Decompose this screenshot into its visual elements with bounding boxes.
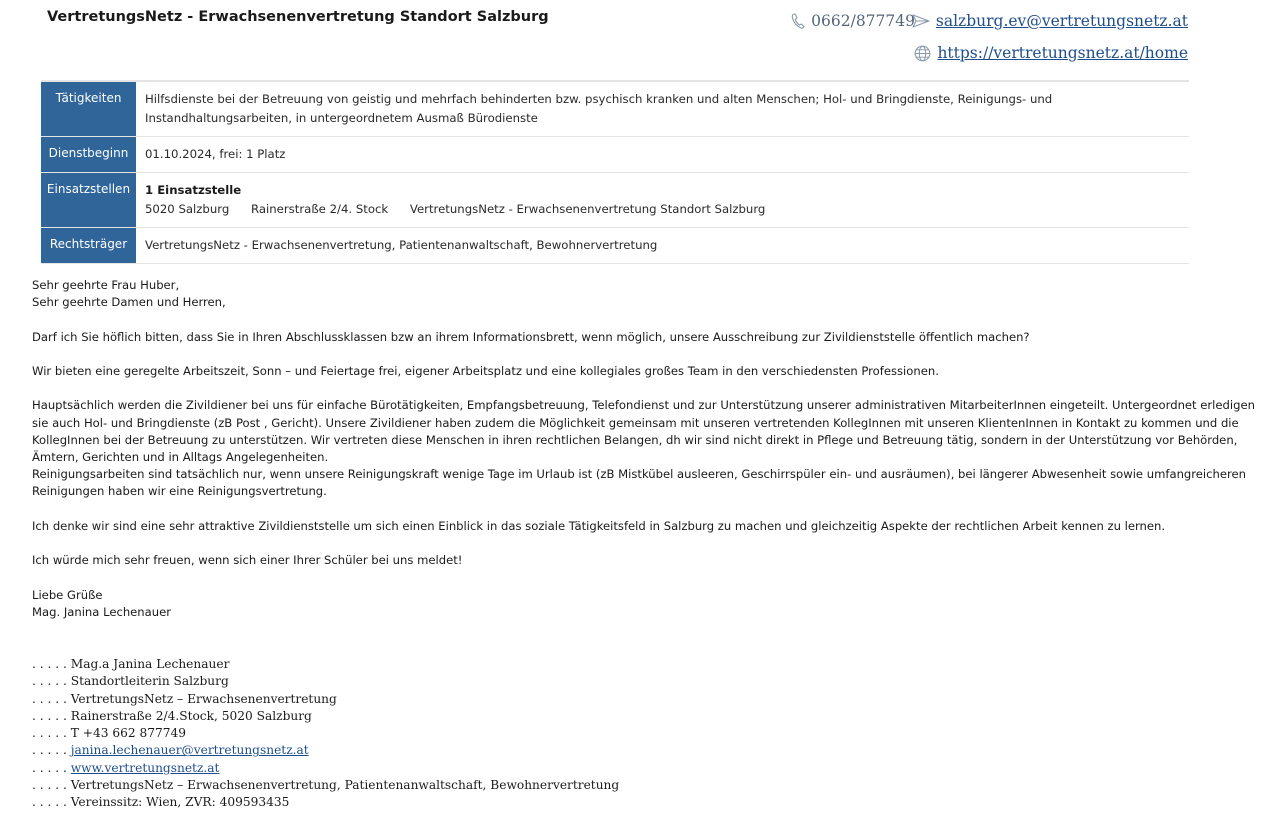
signature-line: [32, 760, 619, 777]
info-row-einsatzstellen: [41, 173, 1189, 228]
letter-paragraph: Wir bieten eine geregelte Arbeitszeit, Sonn – und Feiertage frei, eigener Arbeitsplatz und eine kollegiales großes Team in den verschiedensten Professionen.: [32, 363, 939, 378]
signature-org-full: VertretungsNetz – Erwachsenenvertretung, Patientenanwaltschaft, Bewohnervertretung: [70, 778, 620, 793]
signature-line: [32, 673, 619, 690]
info-table: [41, 80, 1189, 264]
signature-prefix: . . . . .: [32, 691, 71, 706]
signature-line: [32, 691, 619, 708]
signature-phone: T +43 662 877749: [70, 726, 187, 741]
signature-line: [32, 742, 619, 759]
signature-org: VertretungsNetz – Erwachsenenvertretung: [70, 691, 337, 706]
signature-prefix: . . . . .: [32, 674, 71, 689]
signature-prefix: . . . . .: [32, 743, 71, 758]
header-website[interactable]: [914, 44, 1188, 62]
header-phone[interactable]: [791, 12, 915, 30]
signature-prefix: . . . . .: [32, 726, 71, 741]
letter-paragraph: Ich würde mich sehr freuen, wenn sich einer Ihrer Schüler bei uns meldet!: [32, 553, 463, 568]
info-row-taetigkeiten: [41, 82, 1189, 137]
einsatzstelle-name: VertretungsNetz - Erwachsenenvertretung Standort Salzburg: [409, 202, 766, 216]
header-website-link[interactable]: https://vertretungsnetz.at/home: [937, 44, 1188, 62]
signature-prefix: . . . . .: [32, 778, 71, 793]
sender-name: Mag. Janina Lechenauer: [32, 604, 172, 619]
info-label: Rechtsträger: [41, 228, 136, 263]
einsatzstelle-city: 5020 Salzburg: [145, 202, 230, 216]
signature-line: [32, 794, 619, 811]
signature-line: [32, 777, 619, 794]
letter-paragraph-text: Reinigungsarbeiten sind tatsächlich nur, wenn unsere Reinigungskraft wenige Tage im Urlaub ist (zB Mistkübel ausleeren, Geschirrspüler ein- und ausräumen), bei längerer Abwesenheit sowie umfangreicheren Reinigungen haben wir eine Reinigungsvertretung.: [32, 467, 1246, 499]
greeting: [32, 277, 1264, 311]
info-row-rechtstraeger: [41, 228, 1189, 264]
signature-role: Standortleiterin Salzburg: [70, 674, 229, 689]
send-icon: [912, 14, 930, 28]
signature-prefix: . . . . .: [32, 795, 71, 810]
signature-website-link[interactable]: www.vertretungsnetz.at: [70, 760, 220, 775]
greeting-line: Sehr geehrte Damen und Herren,: [32, 295, 226, 310]
phone-icon: [791, 13, 805, 29]
closing-text: Liebe Grüße: [32, 587, 103, 602]
letter-paragraph: [32, 397, 1264, 500]
signature-prefix: . . . . .: [32, 760, 71, 775]
signature-prefix: . . . . .: [32, 708, 71, 723]
header-email[interactable]: [912, 12, 1188, 30]
signature-prefix: . . . . .: [32, 657, 71, 671]
signature-name: Mag.a Janina Lechenauer: [70, 657, 230, 671]
info-value: [136, 173, 1189, 227]
letter-paragraph-text: Hauptsächlich werden die Zivildiener bei uns für einfache Bürotätigkeiten, Empfangsbetreuung, Telefondienst und zur Unterstützung unserer administrativen MitarbeiterInnen eingeteilt. Untergeordnet erledigen sie auch Hol- und Bringdienste (zB Post , Gericht). Unsere Zivildiener haben zudem die Möglichkeit gemeinsam mit unseren vertretenden KollegInnen mit unseren KlientenInnen in Kontakt zu kommen und die KollegInnen bei der Betreuung zu unterstützen. Wir vertreten diese Menschen in ihren rechtlichen Belangen, dh wir sind nicht direkt in Pflege und Betreuung tätig, sondern in der Unterstützung vor Behörden, Ämtern, Gerichten und in Alltags Angelegenheiten.: [32, 398, 1255, 464]
signature-line: [32, 708, 619, 725]
info-label: Tätigkeiten: [41, 82, 136, 136]
letter-paragraph: Ich denke wir sind eine sehr attraktive Zivildienststelle um sich einen Einblick in das soziale Tätigkeitsfeld in Salzburg zu machen und gleichzeitig Aspekte der rechtlichen Arbeit kennen zu lernen.: [32, 518, 1166, 533]
header-phone-text: 0662/877749: [811, 12, 915, 30]
email-signature: [32, 656, 619, 812]
signature-line: [32, 656, 619, 673]
info-label: Einsatzstellen: [41, 173, 136, 227]
einsatzstelle-entry: [145, 200, 1180, 219]
header-email-link[interactable]: salzburg.ev@vertretungsnetz.at: [935, 12, 1188, 30]
closing: [32, 587, 1264, 621]
signature-address: Rainerstraße 2/4.Stock, 5020 Salzburg: [70, 708, 312, 723]
signature-email-link[interactable]: janina.lechenauer@vertretungsnetz.at: [70, 743, 309, 758]
signature-line: [32, 725, 619, 742]
globe-icon: [914, 45, 931, 62]
info-label: Dienstbeginn: [41, 137, 136, 172]
page-title: VertretungsNetz - Erwachsenenvertretung Standort Salzburg: [47, 9, 549, 25]
info-row-dienstbeginn: [41, 137, 1189, 173]
info-value: Hilfsdienste bei der Betreuung von geistig und mehrfach behinderten bzw. psychisch kranken und alten Menschen; Hol- und Bringdienste, Reinigungs- und Instandhaltungsarbeiten, in untergeordnetem Ausmaß Bürodienste: [145, 92, 1053, 125]
einsatzstelle-street: Rainerstraße 2/4. Stock: [251, 202, 389, 216]
einsatzstellen-count: 1 Einsatzstelle: [145, 183, 242, 197]
signature-seat: Vereinssitz: Wien, ZVR: 409593435: [70, 795, 290, 810]
greeting-line: Sehr geehrte Frau Huber,: [32, 278, 180, 292]
info-value: VertretungsNetz - Erwachsenenvertretung, Patientenanwaltschaft, Bewohnervertretung: [145, 238, 658, 252]
letter-paragraph: Darf ich Sie höflich bitten, dass Sie in Ihren Abschlussklassen bzw an ihrem Informationsbrett, wenn möglich, unsere Ausschreibung zur Zivildienststelle öffentlich machen?: [32, 329, 1030, 344]
info-value: 01.10.2024, frei: 1 Platz: [145, 147, 286, 161]
letter-body: [32, 277, 1264, 638]
